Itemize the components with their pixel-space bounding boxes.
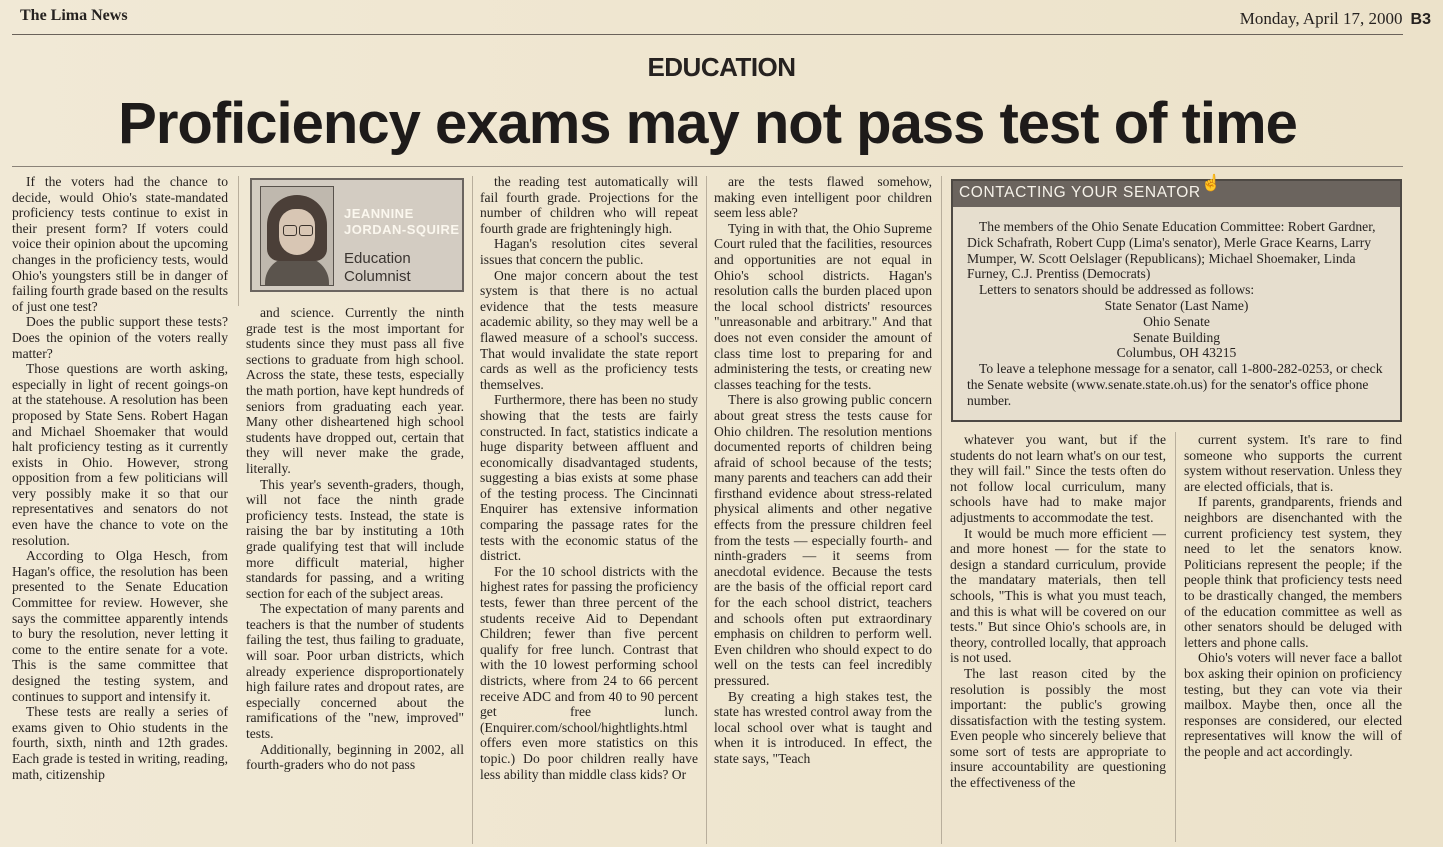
- article-paragraph: Additionally, beginning in 2002, all fourth-graders who do not pass: [246, 741, 464, 773]
- article-paragraph: Hagan's resolution cites several issues that concern the public.: [480, 236, 698, 267]
- contact-senator-title: CONTACTING YOUR SENATOR: [953, 181, 1400, 207]
- committee-members: The members of the Ohio Senate Education Committee: Robert Gardner, Dick Schafrath, Robert Cupp (Lima's senator), Merle Grace Kearns, Larry Mumper, W. Scott Oelslager (Republicans); Michael Shoemaker, Linda Furney, C.J. Prentiss (Democrats): [967, 219, 1376, 282]
- article-paragraph: These tests are really a series of exams given to Ohio students in the fourth, sixth, ninth and 12th grades. Each grade is tested in writing, reading, math, citizenship: [12, 704, 228, 782]
- article-paragraph: Does the public support these tests? Does the opinion of the voters really matter?: [12, 314, 228, 361]
- article-column-6: [1184, 432, 1402, 842]
- section-label: EDUCATION: [647, 52, 796, 82]
- article-paragraph: whatever you want, but if the students do not learn what's on our test, they will fail." Since the tests often do not follow local curriculum, many schools have had to make major adjustments to accommodate the test.: [950, 432, 1166, 525]
- article-paragraph: If the voters had the chance to decide, would Ohio's state-mandated proficiency tests continue to exist in their present form? If voters could voice their opinion about the upcoming changes in the proficiency tests, would Ohio's youngsters still be in danger of failing fourth grade based on the results of just one test?: [12, 174, 228, 314]
- address-line: Columbus, OH 43215: [1116, 345, 1237, 361]
- column-divider: [238, 176, 239, 306]
- letters-instruction: Letters to senators should be addressed as follows:: [979, 282, 1255, 298]
- columnist-title-line1: Education: [344, 250, 411, 267]
- issue-date: Monday, April 17, 2000: [1239, 9, 1403, 28]
- article-paragraph: There is also growing public concern about great stress the tests cause for Ohio children. The resolution mentions documented reports of children being afraid of school because of the tests; many parents and teachers can add their firsthand evidence about stress-related physical aliments and other negative effects from the pressure children feel from the tests — especially fourth- and ninth-graders — it seems from anecdotal evidence. Because the tests are the basis of the official report card for the each school district, teachers and schools often put extraordinary emphasis on children to perform well. Even children who should expect to do well on the tests can feel incredibly pressured.: [714, 392, 932, 688]
- columnist-name-line2: JORDAN-SQUIRE: [344, 222, 460, 237]
- columnist-title: [344, 250, 464, 286]
- column-divider: [1175, 432, 1176, 842]
- headline: Proficiency exams may not pass test of time: [118, 91, 1297, 156]
- newspaper-name: The Lima News: [20, 7, 128, 24]
- columnist-name-line1: JEANNINE: [344, 206, 414, 221]
- article-paragraph: According to Olga Hesch, from Hagan's office, the resolution has been presented to the Senate Education Committee for review. However, she says the committee apparently intends to bury the resolution, never letting it come to the entire senate for a vote. This is the same committee that designed the testing system, and continues to support and intensify it.: [12, 548, 228, 704]
- article-paragraph: By creating a high stakes test, the state has wrested control away from the local school over what is taught and when it is introduced. In effect, the state says, "Teach: [714, 688, 932, 766]
- address-line: State Senator (Last Name): [1104, 297, 1249, 313]
- page-dateline: [1240, 9, 1431, 29]
- phone-info: To leave a telephone message for a senator, call 1-800-282-0253, or check the Senate website (www.senate.state.oh.us) for the senator's office phone number.: [967, 361, 1383, 408]
- article-paragraph: It would be much more efficient — and more honest — for the state to design a standard curriculum, provide the mandatary materials, then tell schools, "This is what you must teach, and this is what will be covered on our tests." But since Ohio's schools are, in theory, controlled locally, that approach is not used.: [950, 525, 1166, 666]
- article-paragraph: One major concern about the test system is that there is no actual evidence that the tests measure academic ability, so they may well be a flawed measure of a school's success. That would invalidate the state report cards as well as the proficiency tests themselves.: [480, 267, 698, 392]
- article-paragraph: the reading test automatically will fail fourth grade. Projections for the number of children who will repeat fourth grade are frighteningly high.: [480, 174, 698, 236]
- contact-senator-box: [951, 179, 1402, 422]
- columnist-title-line2: Columnist: [344, 268, 411, 285]
- article-column-4: [714, 174, 932, 842]
- columnist-photo: [260, 186, 334, 286]
- article-paragraph: Ohio's voters will never face a ballot box asking their opinion on proficiency testing, but they can vote via their mailbox. Maybe then, once all the responses are considered, our elected representatives will know the will of the people and act accordingly.: [1184, 650, 1402, 759]
- article-paragraph: For the 10 school districts with the highest rates for passing the proficiency tests, fewer than three percent of the students receive Aid to Dependant Children; fewer than five percent qualify for free lunch. Contrast that with the 10 lowest performing school districts, where from 24 to 66 percent receive ADC and from 40 to 90 percent get free lunch. (Enquirer.com/school/hightlights.html offers even more statistics on this topic.) Do poor children really have less ability than middle class kids? Or: [480, 563, 698, 782]
- senate-address: [967, 298, 1386, 361]
- address-line: Ohio Senate: [1143, 313, 1210, 329]
- columnist-box: [250, 178, 464, 292]
- page-number: B3: [1410, 11, 1431, 28]
- article-paragraph: current system. It's rare to find someone who supports the current system without reservation. Unless they are elected officials, that is.: [1184, 432, 1402, 494]
- article-paragraph: Furthermore, there has been no study showing that the tests are fairly constructed. In fact, statistics indicate a huge disparity between affluent and economically disadvantaged students, suggesting a bias exists at some phase of the testing process. The Cincinnati Enquirer has extensive information comparing the passage rates for the tests with the economic status of the district.: [480, 392, 698, 564]
- article-paragraph: If parents, grandparents, friends and neighbors are disenchanted with the current proficiency test system, they need to let the senators know. Politicians represent the people; if the people think that proficiency tests need to be drastically changed, the members of the education committee as well as other senators should be deluged with letters and phone calls.: [1184, 494, 1402, 650]
- article-paragraph: This year's seventh-graders, though, will not face the ninth grade proficiency tests. Instead, the state is raising the bar by instituting a 10th grade qualifying test that will include more difficult material, higher standards for passing, and a writing section for each of the subject areas.: [246, 476, 464, 601]
- column-divider: [941, 176, 942, 844]
- hand-cursor-icon: ☝: [1201, 175, 1221, 192]
- article-paragraph: The last reason cited by the resolution is possibly the most important: the public's growing dissatisfaction with the testing system. Even people who sincerely believe that some sort of tests are appropriate to insure accountability are questioning the effectiveness of the: [950, 665, 1166, 791]
- article-column-3: [480, 174, 698, 842]
- article-paragraph: and science. Currently the ninth grade test is the most important for students since they must pass all five sections to graduate from high school. Across the state, these tests, especially the math portion, have kept hundreds of seniors from graduating each year. Many other disheartened high school students have dropped out, certain that they will never make the grade, literally.: [246, 305, 464, 476]
- article-paragraph: Tying in with that, the Ohio Supreme Court ruled that the facilities, resources and opportunities are not equal in Ohio's school districts. Hagan's resolution calls the burden placed upon the local school districts' resources "unreasonable and arbitrary." And that does not even consider the amount of class time lost to preparing for and administering the tests, or creating new classes teaching for the tests.: [714, 220, 932, 392]
- article-paragraph: The expectation of many parents and teachers is that the number of students failing the test, thus failing to graduate, will soar. Poor urban districts, which already experience disproportionately high failure rates and dropout rates, are especially concerned about the ramifications of the "new, improved" tests.: [246, 601, 464, 742]
- article-paragraph: are the tests flawed somehow, making even intelligent poor children seem less able?: [714, 174, 932, 221]
- column-divider: [706, 176, 707, 844]
- headline-rule: [12, 166, 1403, 167]
- article-paragraph: Those questions are worth asking, especially in light of recent goings-on at the statehouse. A resolution has been proposed by State Sens. Robert Hagan and Michael Shoemaker that would halt proficiency testing as it currently exists in Ohio. However, strong opposition from a few politicians will very possibly make it so that our representatives and senators do not even have the chance to vote on the resolution.: [12, 361, 228, 548]
- article-column-2: [246, 305, 464, 842]
- article-column-1: [12, 174, 228, 842]
- columnist-name: [344, 206, 464, 238]
- address-line: Senate Building: [1132, 329, 1221, 345]
- header-rule: [12, 34, 1403, 35]
- column-divider: [472, 176, 473, 844]
- article-column-5: [950, 432, 1166, 842]
